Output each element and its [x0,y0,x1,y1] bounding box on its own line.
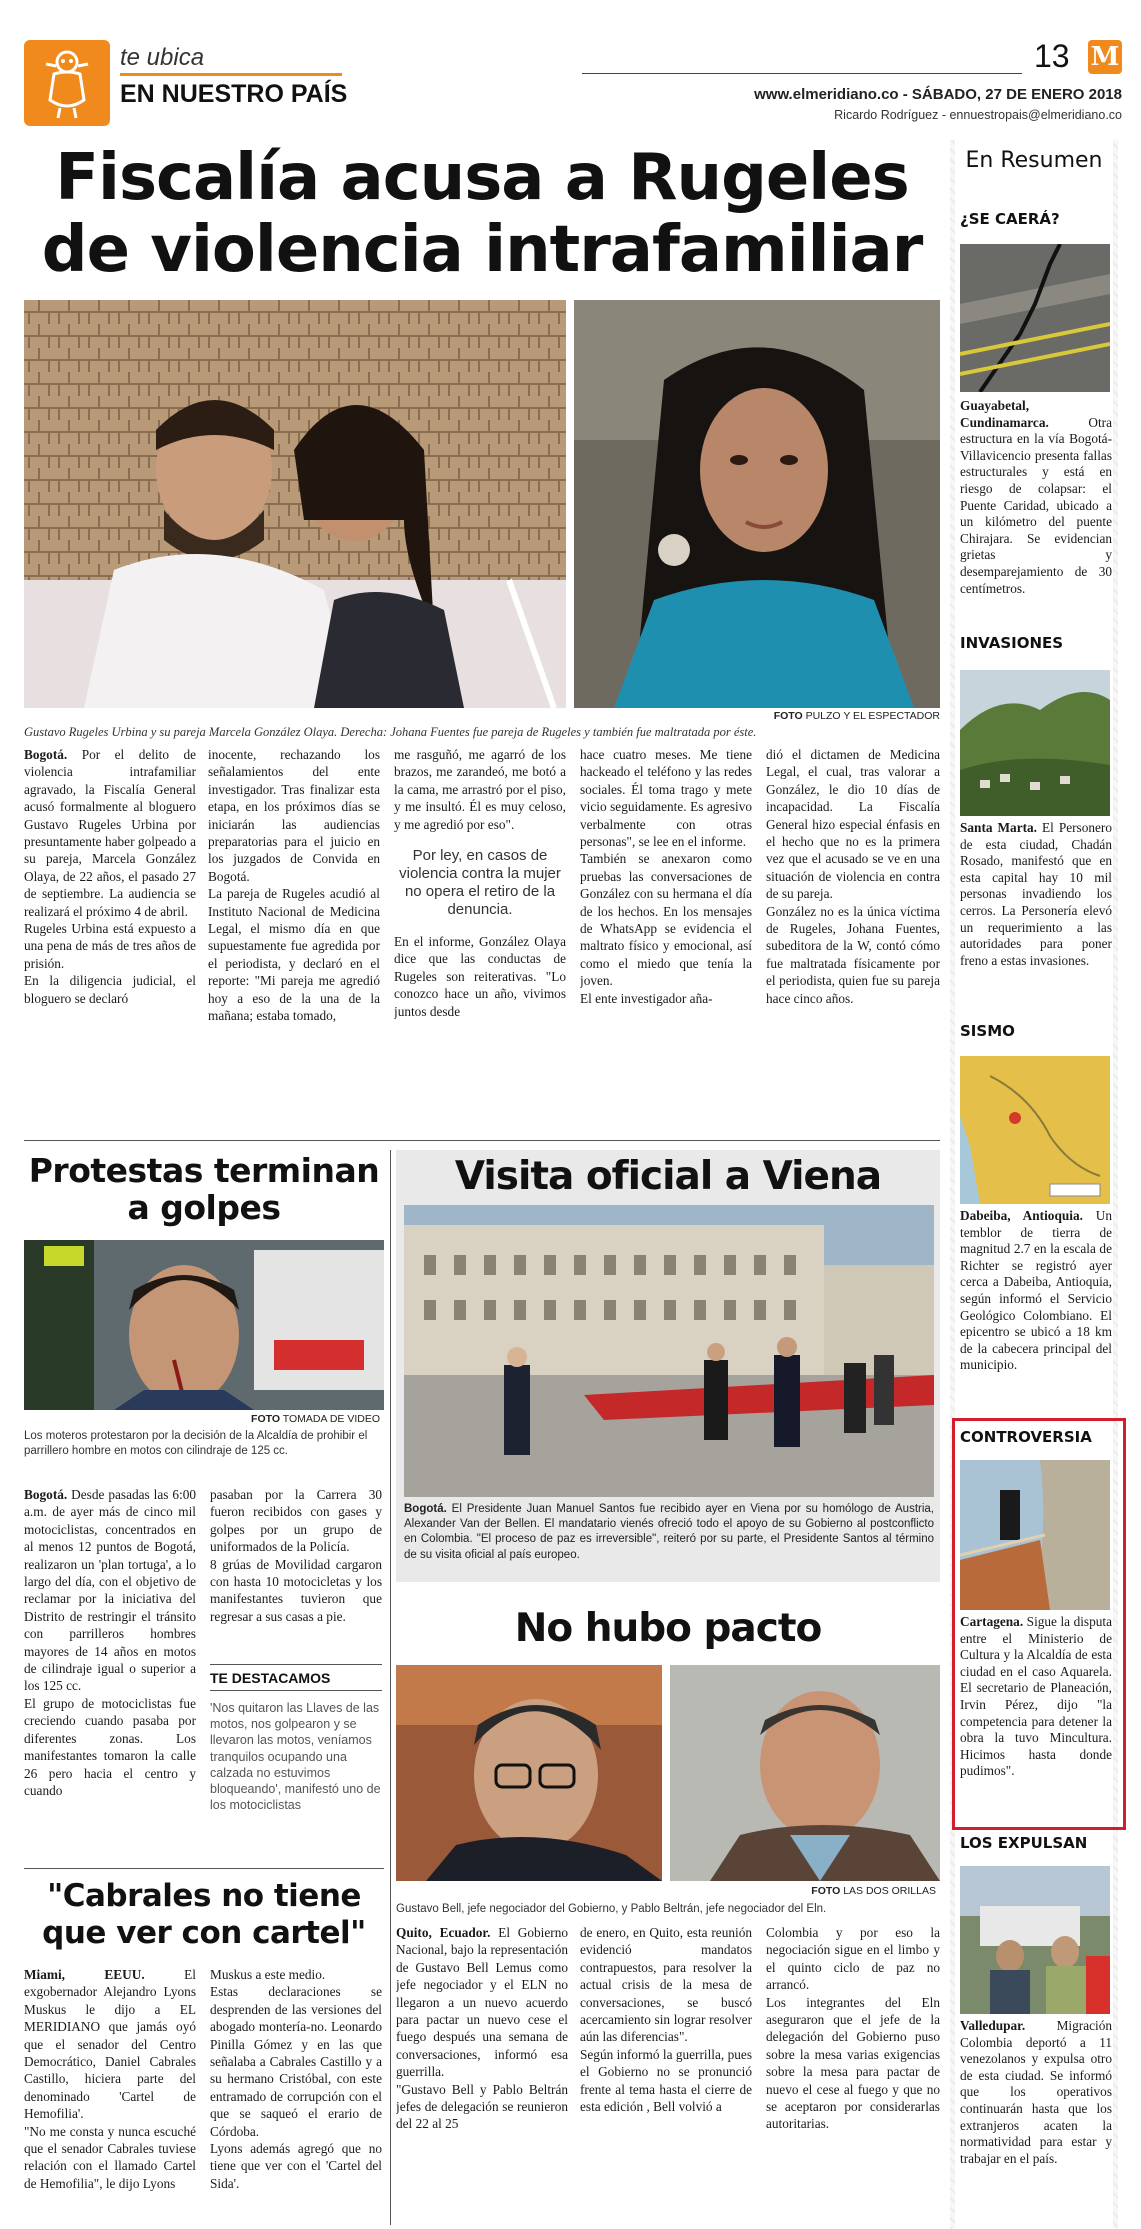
sidebar-photo-cracked-road [960,244,1110,392]
sidebar-item-text-1: Guayabetal, Cundinamarca. Otra estructura en la vía Bogotá-Villavicencio presenta fallas estructurales y está en riesgo de colapsar: el Puente Caridad, ubicado a un kilómetro del puente Chirajara. Se evidencian grietas y desemparejamiento de 30 centímetros. [960,398,1112,596]
section-divider-vertical [390,1150,391,2225]
mascot-icon [24,40,110,126]
pacto-headline: No hubo pacto [514,1606,822,1651]
protestas-photo-credit: FOTO TOMADA DE VIDEO [251,1413,380,1425]
cabrales-column-1: Miami, EEUU. El exgobernador Alejandro Lyons Muskus le dijo a EL MERIDIANO que jamás oyó que el senador del Centro Democrático, Daniel Cabrales Castillo, hiciera parte del denominado 'Cartel de Hemofilia'. "No me consta y nunca escuché que el senador Cabrales tuviese relación con el llamado Cartel de Hemofilia", le dijo Lyons [24,1967,196,2191]
byline: Ricardo Rodríguez - ennuestropais@elmeridiano.co [834,108,1122,122]
viena-headline: Visita oficial a Viena [454,1154,882,1199]
viena-caption: Bogotá. El Presidente Juan Manuel Santos fue recibido ayer en Viena por su homólogo de Austria, Alexander Van der Bellen. El mandatario vienés ofreció todo el apoyo de su Gobierno al postconflicto en Colombia. "El proceso de paz es irreversible", reiteró por su parte, el Presidente Santos al término de su visita oficial al país europeo. [404,1503,934,1561]
highlight-title: TE DESTACAMOS [210,1670,331,1686]
section-logo-box [24,40,110,126]
lead-column-2: inocente, rechazando los señalamientos del ente investigador. Tras finalizar esta etapa, en los próximos días se iniciarán las audiencias preparatorias para el juicio en los juzgados de Convida en Bogotá. La pareja de Rugeles acudió al Instituto Nacional de Medicina Legal, el mismo día en que supuestamente fue agredida por el periodista, y declaró en el reporte: "Mi pareja me agredió hoy a eso de la una de la mañana; estaba tomado, [208,747,380,1024]
lead-column-1: Bogotá. Por el delito de violencia intrafamiliar agravado, la Fiscalía General acusó formalmente al bloguero Gustavo Rugeles Urbina por presuntamente haber golpeado a su pareja, Marcela González Olaya, de 22 años, el pasado 27 de septiembre. La audiencia se realizará el próximo 4 de abril. Rugeles Urbina está expuesto a una pena de más de tres años de prisión. En la diligencia judicial, el bloguero se declaró [24,747,196,1006]
lead-dateline: Bogotá. [24,747,68,762]
section-title: EN NUESTRO PAÍS [120,80,348,108]
protestas-column-2: pasaban por la Carrera 30 fueron recibidos con gases y golpes por un grupo de uniformados de la Policía. 8 grúas de Movilidad cargaron con hasta 10 motocicletas y los manifestantes tuvieron que regresar a sus casas a pie. [210,1487,382,1624]
pacto-caption: Gustavo Bell, jefe negociador del Gobierno, y Pablo Beltrán, jefe negociador del Eln. [396,1903,827,1915]
lead-column-3: me rasguñó, me agarró de los brazos, me zarandeó, me botó a la cama, me arrastró por el piso, y me insultó. Él es muy celoso, y me agredió por eso". Por ley, en casos de violencia contra la mujer no opera el retiro de la denuncia. En el informe, González Olaya dice que las conductas de Rugeles son reiterativas. "Lo conozco hace un año, vivimos juntos desde [394,747,566,1019]
cabrales-column-2: Muskus a este medio. Estas declaraciones se desprenden de las versiones del abogado montería-no. Leonardo Pinilla Gómez y en las que señalaba a Cabrales Castillo y a su hermano Cristóbal, con este entramado de corrupción con el que se saqueó el erario de Córdoba. Lyons además agregó que no tiene que ver con el 'Cartel del Sida'. [210,1967,382,2191]
sidebar-item-text-2: Santa Marta. El Personero de esta ciudad, Chadán Rosado, manifestó que en esta capital hay 10 mil personas invadiendo los cerros. La Personería elevó un requerimiento a las autoridades para poner freno a estas invasiones. [960,820,1112,968]
protestas-column-1: Bogotá. Desde pasadas las 6:00 a.m. de ayer más de cinco mil motociclistas, concentrados en al menos 12 puntos de Bogotá, realizaron un 'plan tortuga', a lo largo del día, con el objetivo de reclamar por la iniciativa del Distrito de restringir el tránsito con parrilleros hombres mayores de 14 años en motos de cilindraje igual o superior a los 125 cc. El grupo de motociclistas fue creciendo cuando pasaba por diferentes zonas. Los manifestantes tomaron la calle 26 pero hacia el centro y cuando [24,1487,196,1798]
lead-headline-line1: Fiscalía acusa a Rugeles [55,141,909,215]
pull-quote: Por ley, en casos de violencia contra la mujer no opera el retiro de la denuncia. [399,847,561,919]
viena-photo [404,1205,934,1497]
kicker-rule [120,73,342,76]
protestas-photo [24,1240,384,1410]
protestas-bottom-rule [24,1868,384,1869]
lead-photo-credit: FOTO PULZO Y EL ESPECTADOR [773,710,940,722]
pacto-photo-credit: FOTO LAS DOS ORILLAS [811,1885,936,1897]
pacto-photo-beltran [670,1665,940,1881]
newspaper-logo: M [1088,40,1122,74]
highlight-quote: 'Nos quitaron las Llaves de las motos, nos golpearon y se llevaron las motos, veníamos tranquilos ocupando una calzada no estuvimos bloqueando', manifestó uno de los motociclistas [210,1701,381,1813]
sidebar-item-head-4: CONTROVERSIA [960,1428,1092,1446]
sidebar-item-head-2: INVASIONES [960,634,1064,652]
masthead-rule [582,73,1022,74]
lead-photo-johana [574,300,940,708]
highlight-title-rule [210,1690,382,1691]
sidebar-photo-migracion [960,1866,1110,2014]
sidebar-item-head-1: ¿SE CAERÁ? [960,210,1060,228]
sidebar-item-text-5: Valledupar. Migración Colombia deportó a 11 venezolanos y expulsa otro de esta ciudad. Se informó que los operativos continuarán hasta que los extranjeros acaten la normatividad para estar y trabajar en el país. [960,2018,1112,2166]
lead-column-5: dió el dictamen de Medicina Legal, el cual, tras valorar a González, le dio 10 días de incapacidad. La Fiscalía General hizo especial énfasis en el hecho que no es la primera vez que el acusado se ve en una situación de violencia en contra de su pareja. González no es la única víctima de Rugeles, Johana Fuentes, subeditora de la W, contó cómo fue maltratada físicamente por el periodista, quien fue su pareja hace cinco años. [766,747,940,1006]
lead-photo-couple [24,300,566,708]
page-number: 13 [1034,38,1070,74]
pacto-column-2: de enero, en Quito, esta reunión evidenció mandatos contrapuestos, para resolver la actual crisis de la mesa de conversaciones, se buscó acercamiento sin lograr resolver aún las diferencias". Según informó la guerrilla, pues el Gobierno no se pronunció frente al tema hasta el cierre de esta edición , Bell volvió a [580,1925,752,2115]
lead-photo-caption: Gustavo Rugeles Urbina y su pareja Marcela González Olaya. Derecha: Johana Fuentes fue pareja de Rugeles y también fue maltratada por éste. [24,725,757,739]
sidebar-item-head-5: LOS EXPULSAN [960,1834,1088,1852]
site-date: www.elmeridiano.co - SÁBADO, 27 DE ENERO 2018 [754,86,1122,103]
lead-bottom-rule [24,1140,940,1141]
section-kicker: te ubica [120,44,205,71]
sidebar-item-text-3: Dabeiba, Antioquia. Un temblor de tierra de magnitud 2.7 en la escala de Richter se registró ayer cerca a Dabeiba, Antioquia, según informó el Servicio Geológico Colombiano. El epicentro se ubicó a 18 km de la cabecera principal del municipio. [960,1208,1112,1373]
lead-headline [24,142,940,286]
cabrales-headline: "Cabrales no tiene que ver con cartel" [42,1878,366,1951]
pacto-dateline: Quito, Ecuador. [396,1925,491,1940]
pacto-photo-bell [396,1665,662,1881]
sidebar-item-text-4: Cartagena. Sigue la disputa entre el Ministerio de Cultura y la Alcaldía de esta ciudad en el caso Aquarela. El secretario de Planeación, Irvin Pérez, dijo "la competencia para detener la obra la tuvo Mincultura. Hicimos hasta donde pudimos". [960,1614,1112,1779]
sidebar-item-head-3: SISMO [960,1022,1015,1040]
protestas-caption: Los moteros protestaron por la decisión de la Alcaldía de prohibir el parrillero hombre en motos con cilindraje de 125 cc. [24,1430,368,1457]
viena-dateline: Bogotá. [404,1503,447,1515]
protestas-dateline: Bogotá. [24,1487,68,1502]
protestas-headline: Protestas terminan a golpes [28,1151,380,1227]
cabrales-dateline: Miami, EEUU. [24,1967,145,1982]
lead-headline-line2: de violencia intrafamiliar [41,213,923,287]
sidebar-photo-hills [960,670,1110,816]
sidebar-photo-cartagena [960,1460,1110,1610]
highlight-top-rule [210,1664,382,1665]
sidebar-map-sismo [960,1056,1110,1204]
pacto-column-3: Colombia y por eso la negociación sigue en el limbo y el quinto ciclo de paz no arrancó. Los integrantes del Eln aseguraron que el jefe de la delegación del Gobierno puso sobre la mesa varias exigencias sobre la mesa para pactar de nuevo el cese al fuego y que no se aceptaron por considerarlas autoritarias. [766,1925,940,2132]
sidebar-title: En Resumen [965,148,1103,173]
pacto-column-1: Quito, Ecuador. El Gobierno Nacional, bajo la representación de Gustavo Bell Lemus como jefe negociador y el ELN no llegaron a un nuevo acuerdo para pactar un nuevo cese el fuego después una semana de conversaciones, informó esa guerrilla. "Gustavo Bell y Pablo Beltrán jefes de delegación se reunieron del 22 al 25 [396,1925,568,2132]
lead-column-4: hace cuatro meses. Me tiene hackeado el teléfono y las redes sociales. Él toma trago y mete vicio seguidamente. Es agresivo verbalmente con otras personas", se lee en el informe. También se anexaron como pruebas las conversaciones de González con su hermana el día de los hechos. En los mensajes de WhatsApp se evidencia el maltrato físico y emocional, así como el miedo que tenía la joven. El ente investigador aña- [580,747,752,1006]
